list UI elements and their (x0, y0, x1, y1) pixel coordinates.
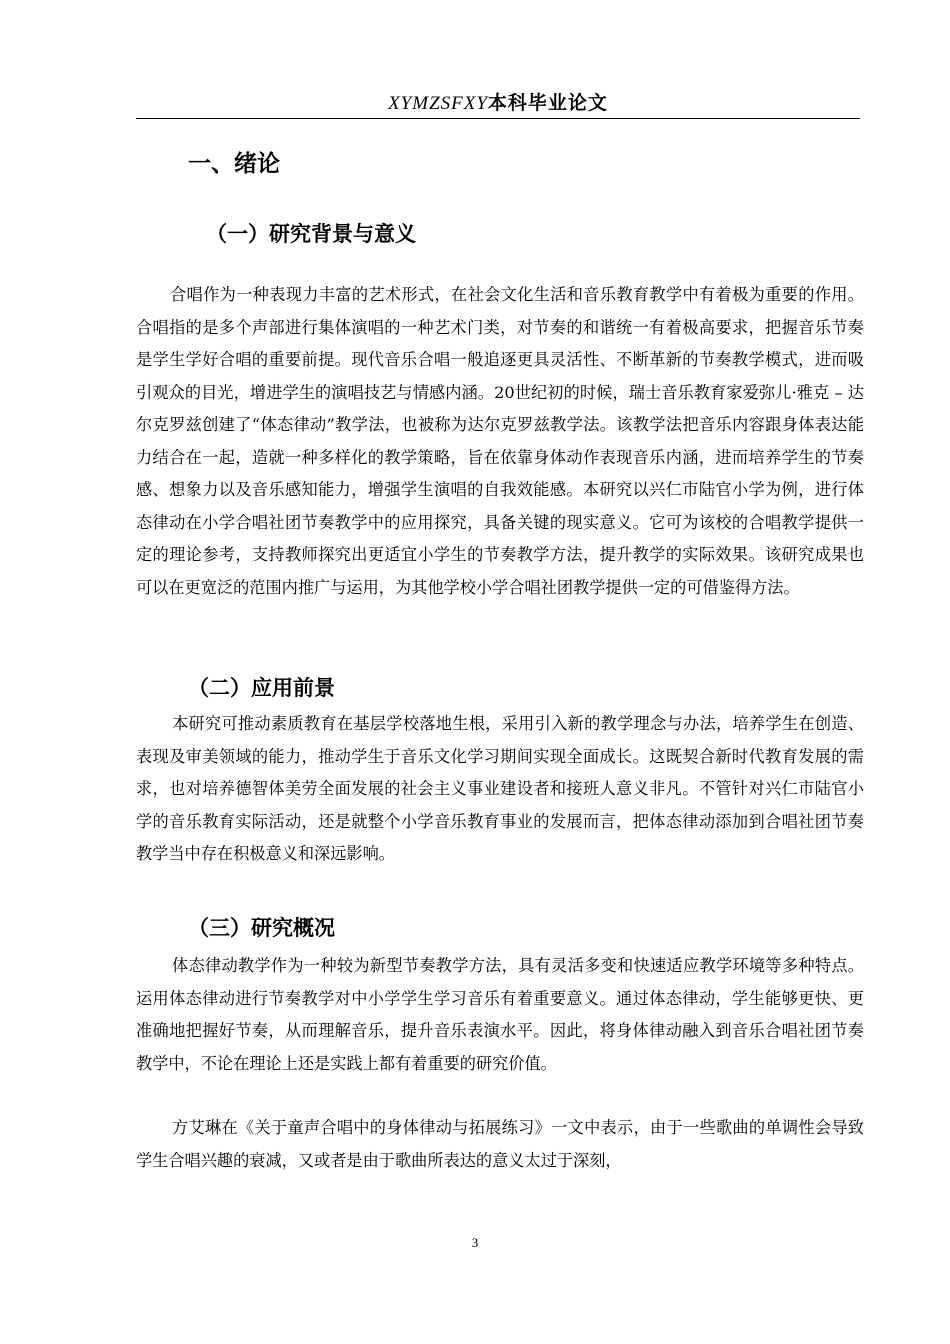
page-header (136, 88, 860, 119)
section-title-overview: （三）研究概况 (188, 916, 335, 940)
paragraph-overview-1: 体态律动教学作为一种较为新型节奏教学方法，具有灵活多变和快速适应教学环境等多种特点。运用体态律动进行节奏教学对中小学学生学习音乐有着重要意义。通过体态律动，学生能够更快、更准确地把握好节奏，从而理解音乐，提升音乐表演水平。因此，将身体律动融入到音乐合唱社团节奏教学中，不论在理论上还是实践上都有着重要的研究价值。 (136, 956, 864, 1073)
paragraph-background: 合唱作为一种表现力丰富的艺术形式，在社会文化生活和音乐教育教学中有着极为重要的作用。合唱指的是多个声部进行集体演唱的一种艺术门类，对节奏的和谐统一有着极高要求，把握音乐节奏是学生学好合唱的重要前提。现代音乐合唱一般追逐更具灵活性、不断革新的节奏教学模式，进而吸引观众的目光，增进学生的演唱技艺与情感内涵。20世纪初的时候，瑞士音乐教育家爱弥儿·雅克 – 达尔克罗兹创建了“体态律动”教学法，也被称为达尔克罗兹教学法。该教学法把音乐内容跟身体表达能力结合在一起，造就一种多样化的教学策略，旨在依靠身体动作表现音乐内涵，进而培养学生的节奏感、想象力以及音乐感知能力，增强学生演唱的自我效能感。本研究以兴仁市陆官小学为例，进行体态律动在小学合唱社团节奏教学中的应用探究，具备关键的现实意义。它可为该校的合唱教学提供一定的理论参考，支持教师探究出更适宜小学生的节奏教学方法，提升教学的实际效果。该研究成果也可以在更宽泛的范围内推广与运用，为其他学校小学合唱社团教学提供一定的可借鉴得方法。 (136, 285, 864, 597)
page-number: 3 (471, 1235, 479, 1250)
paragraph-prospects: 本研究可推动素质教育在基层学校落地生根，采用引入新的教学理念与办法，培养学生在创造、表现及审美领域的能力，推动学生于音乐文化学习期间实现全面成长。这既契合新时代教育发展的需求，也对培养德智体美劳全面发展的社会主义事业建设者和接班人意义非凡。不管针对兴仁市陆官小学的音乐教育实际活动，还是就整个小学音乐教育事业的发展而言，把体态律动添加到合唱社团节奏教学当中存在积极意义和深远影响。 (136, 714, 864, 863)
header-school-code: XYMZSFXY (388, 93, 488, 114)
paragraph-overview-2: 方艾琳在《关于童声合唱中的身体律动与拓展练习》一文中表示，由于一些歌曲的单调性会导致学生合唱兴趣的衰减，又或者是由于歌曲所表达的意义太过于深刻， (136, 1118, 864, 1170)
chapter-title: 一、绪论 (188, 151, 280, 177)
section-title-prospects: （二）应用前景 (188, 676, 335, 700)
section-title-background: （一）研究背景与意义 (206, 222, 416, 246)
header-title: 本科毕业论文 (487, 92, 608, 114)
